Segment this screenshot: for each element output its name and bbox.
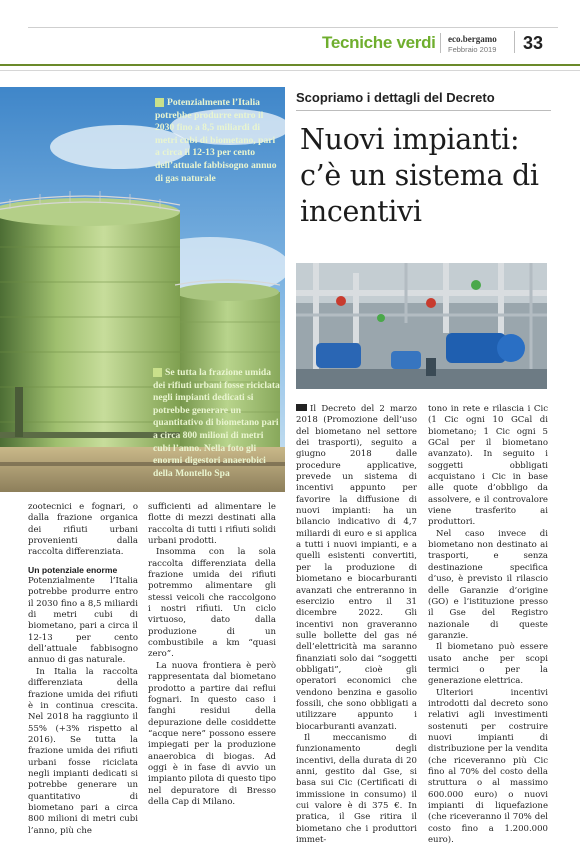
kicker-rule xyxy=(296,110,551,111)
paragraph: Il meccanismo di funzionamento degli incentivi, della durata di 20 anni, gestito dal Gse, si basa sui Cic (Certificati di immissione in consumo) il cui valore è di 375 €. In pratica, il Gse ritira il biometano che i produttori immet- xyxy=(296,732,417,846)
paragraph: zootecnici e fognari, o dalla frazione organica dei rifiuti urbani provenienti dalla raccolta differenziata. xyxy=(28,502,138,558)
article-column-3 xyxy=(296,404,417,846)
paragraph xyxy=(296,404,417,733)
callout-top-text: Potenzialmente l’Italia potrebbe produrre entro il 2030 fino a 8,5 miliardi di metri cubi di biometano, pari a circa il 12-13 per cento dell’attuale fabbisogno annuo di gas naturale xyxy=(155,97,277,184)
header-top-rule xyxy=(28,27,558,28)
article-column-4 xyxy=(428,404,548,846)
paragraph: Ulteriori incentivi introdotti dal decreto sono relativi agli investimenti sostenuti per costruire nuovi impianti di distribuzione per la vendita (che riceveranno più Cic fino al 70% del costo della struttura o al massimo 600.000 euro) o nuovi impianti di liquefazione (che riceveranno il 70% del costo fino a 1.200.000 euro). xyxy=(428,687,548,846)
article-column-1 xyxy=(28,502,138,837)
header-divider xyxy=(514,31,515,53)
issue-date: Febbraio 2019 xyxy=(448,45,497,54)
paragraph: tono in rete e rilascia i Cic (1 Cic ogni 10 GCal di biometano; 1 Cic ogni 5 GCal per il biometano avanzato). In seguito i soggetti obbligati acquistano i Cic in base alle quote d’obbligo da assolvere, e il controvalore viene trasferito ai produttori. xyxy=(428,404,548,528)
article-headline: Nuovi impianti: c’è un sistema di incentivi xyxy=(300,123,539,228)
header-rule-thin xyxy=(0,70,580,71)
paragraph: Nel caso invece di biometano non destinato ai trasporti, e senza destinazione specifica d’uso, è previsto il rilascio delle Garanzie d’origine (GO) e l’istituzione presso il Gse del Registro nazionale di queste garanzie. xyxy=(428,528,548,641)
site-name: eco.bergamo xyxy=(448,34,497,44)
callout-bottom-text: Se tutta la frazione umida dei rifiuti urbani fosse riciclata negli impianti dedicati si potrebbe generare un quantitativo di biometano pari a circa 800 milioni di metri cubi l’anno. Nella foto gli enormi digestori anaerobici della Montello Spa xyxy=(153,367,280,479)
paragraph: Potenzialmente l’Italia potrebbe produrre entro il 2030 fino a 8,5 miliardi di metri cubi di biometano, pari a circa il 12-13 per cento dell’attuale fabbisogno annuo di gas naturale. xyxy=(28,576,138,666)
paragraph-lead-text: Il Decreto del 2 marzo 2018 (Promozione dell’uso del biometano nel settore dei trasporti), seguito a giugno 2018 dalle procedure applicative, prevede un sistema di incentivi appunto per favorire la diffusione di nuovi impianti: ha un bilancio indicativo di 4,7 miliardi di euro e si applica a tutti i nuovi impianti, e a quelli esistenti convertiti, per la produzione di biometano e biocarburanti avanzati che entreranno in esercizio entro il 31 dicembre 2022. Gli incentivi non graveranno sulle bollette del gas né dell’elettricità ma saranno finanziati solo dai “soggetti obbligati”, cioè gli operatori economici che vendono benzina e gasolio fossili, che sono obbligati a utilizzare appunto i biocarburanti avanzati. xyxy=(296,404,417,732)
paragraph: La nuova frontiera è però rappresentata dal biometano prodotto a partire dai reflui fognari. In questo caso i fanghi residui della depurazione delle cosiddette “acque nere” possono essere impiegati per la produzione anaerobica di biogas. Ad oggi è in fase di avvio un impianto pilota di questo tipo nel depuratore di Bresso della Cap di Milano. xyxy=(148,660,276,807)
callout-marker xyxy=(155,98,164,107)
article-column-2 xyxy=(148,502,276,808)
paragraph: Insomma con la sola raccolta differenziata della frazione umida dei rifiuti potremmo alimentare gli stessi veicoli che raccolgono i nostri rifiuti. Un ciclo virtuoso, dato dalla produzione di un combustibile a km “quasi zero”. xyxy=(148,547,276,660)
photo-callout-bottom xyxy=(153,367,281,480)
paragraph: Il biometano può essere usato anche per scopi termici o per la generazione elettrica. xyxy=(428,642,548,687)
paragraph: In Italia la raccolta differenziata della frazione umida dei rifiuti è in continua crescita. Nel 2018 ha raggiunto il 55% (+3% rispetto al 2016). Se tutta la frazione umida dei rifiuti urbani fosse riciclata negli impianti dedicati si potrebbe generare un quantitativo di biometano pari a circa 800 milioni di metri cubi l’anno, più che xyxy=(28,666,138,836)
photo-callout-top xyxy=(155,97,280,185)
header-divider xyxy=(440,33,441,53)
page-number: 33 xyxy=(523,33,544,53)
paragraph: sufficienti ad alimentare le flotte di mezzi destinati alla raccolta di tutti i rifiuti solidi urbani prodotti. xyxy=(148,502,276,547)
plant-interior-photo xyxy=(296,263,547,389)
article-kicker: Scopriamo i dettagli del Decreto xyxy=(296,90,495,105)
header-rule xyxy=(0,64,580,66)
callout-marker xyxy=(153,368,162,377)
lead-marker xyxy=(296,404,307,411)
section-title: Tecniche verdi xyxy=(322,33,436,52)
subheading: Un potenziale enorme xyxy=(28,564,118,575)
